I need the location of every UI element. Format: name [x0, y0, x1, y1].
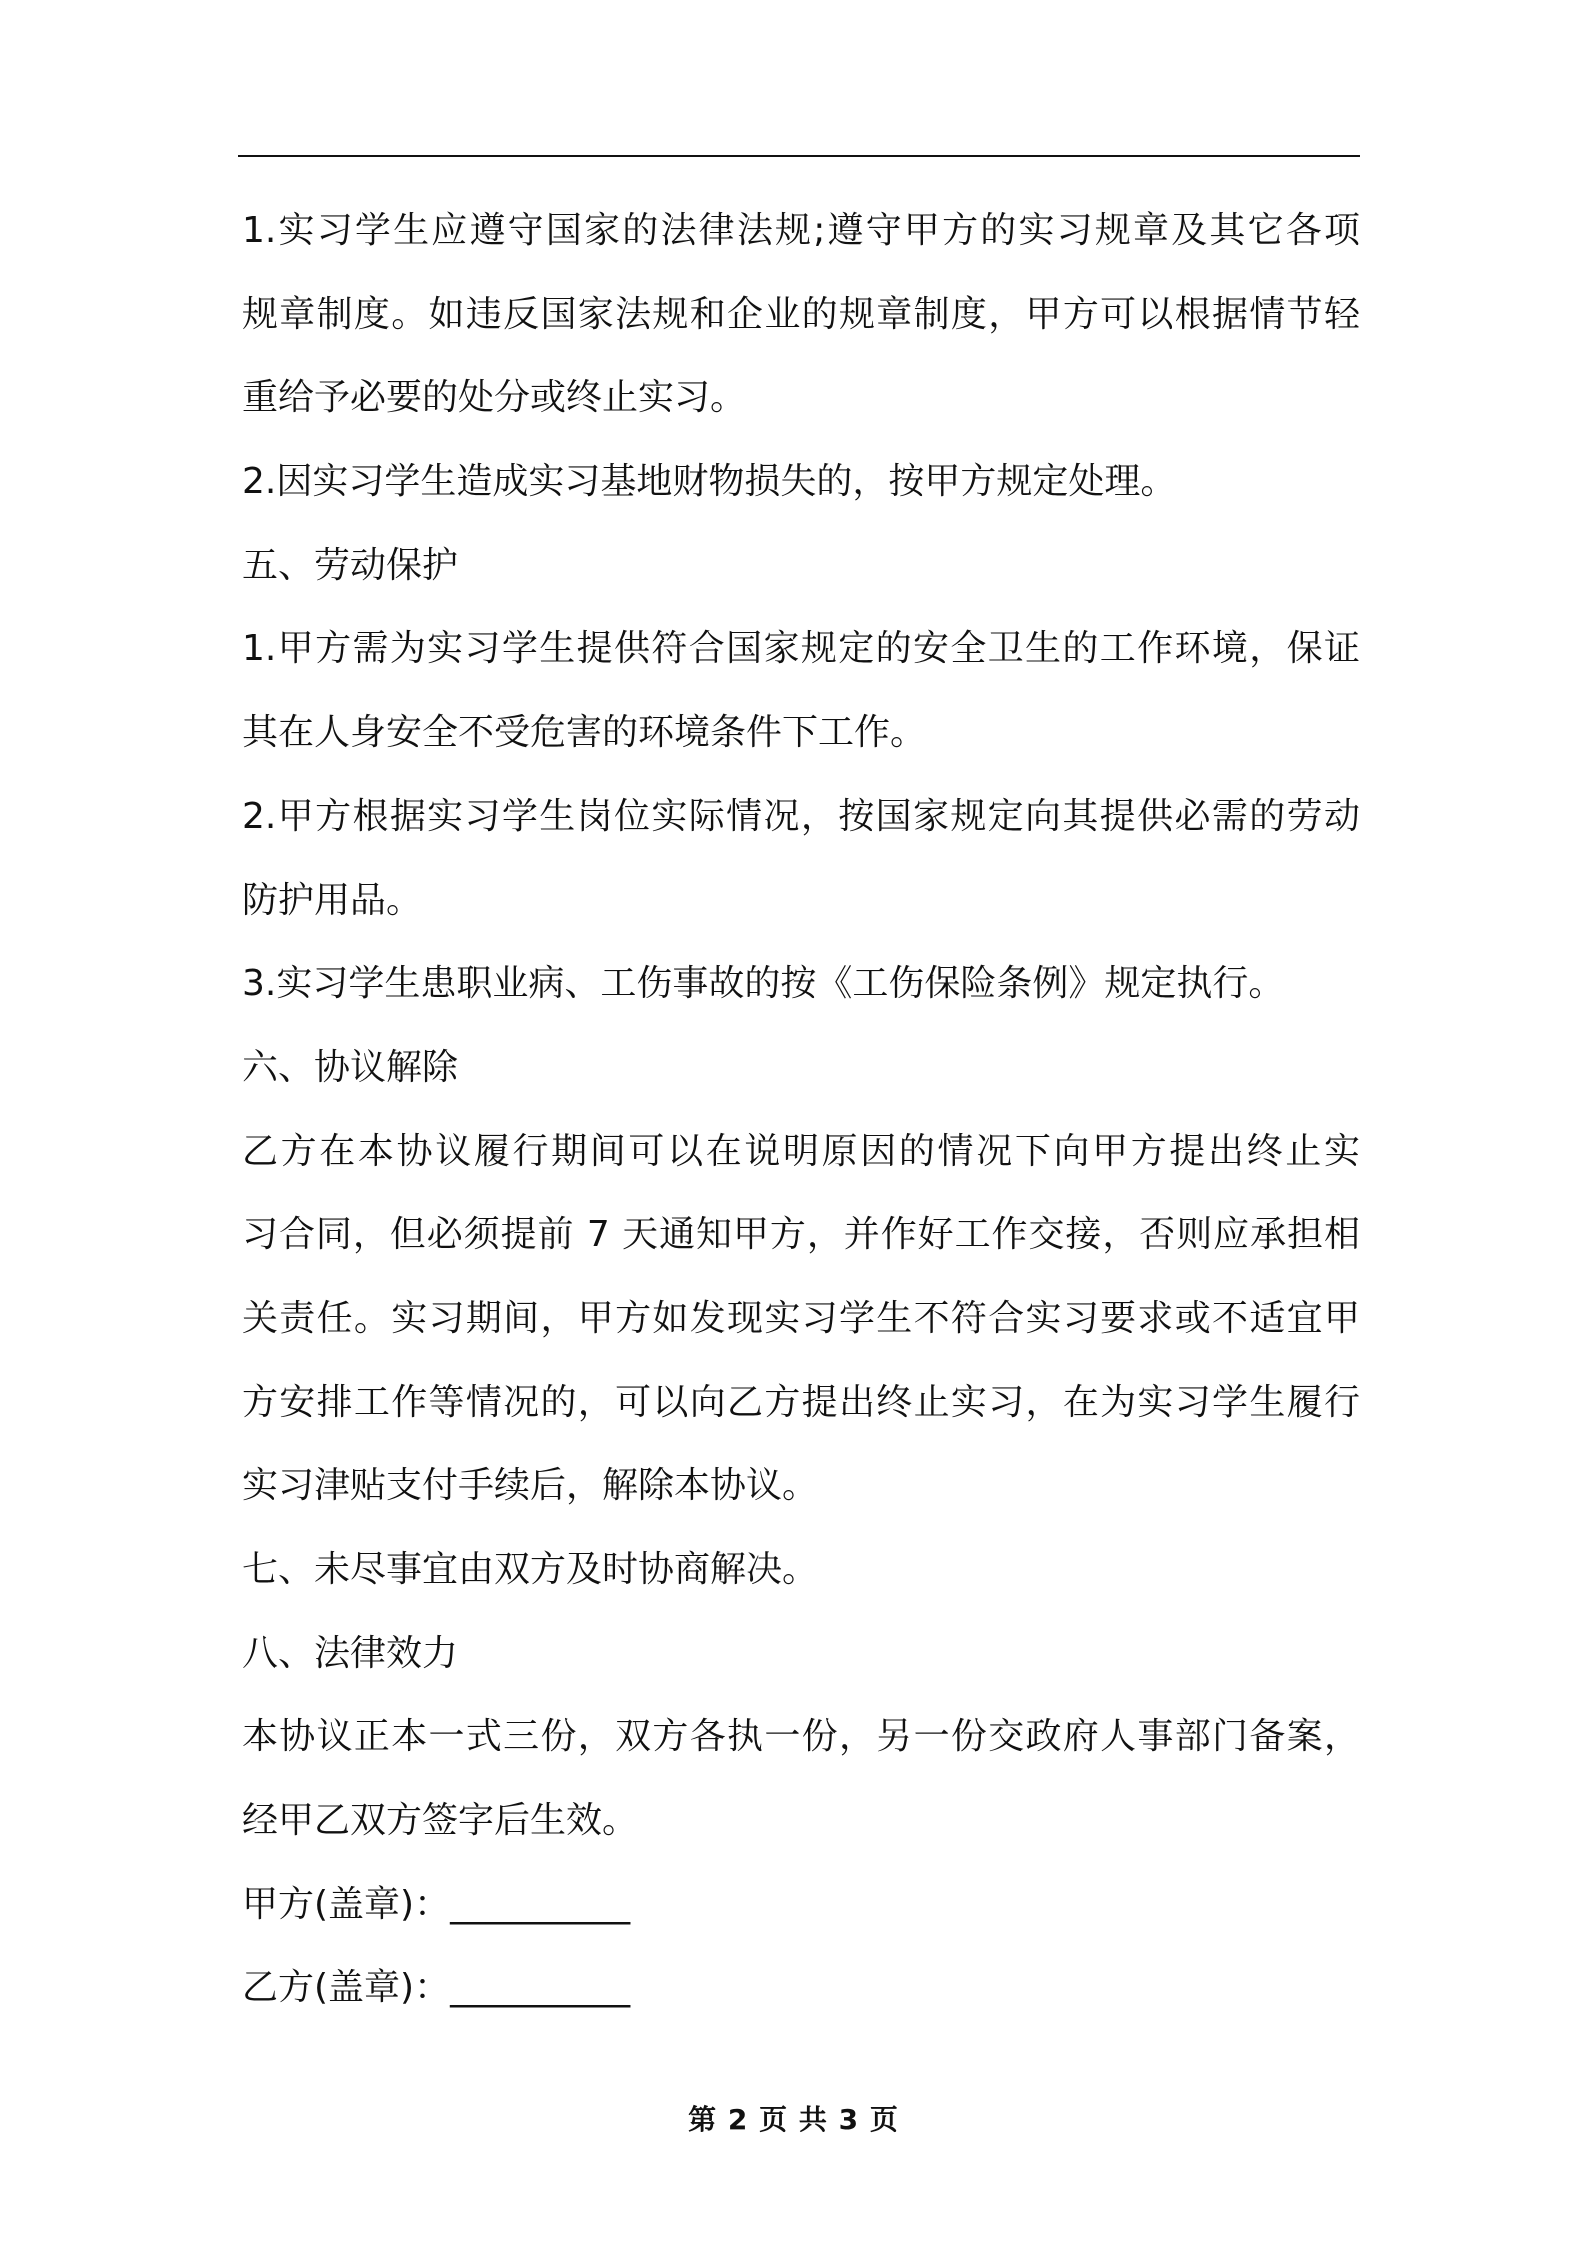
text-line: 本协议正本一式三份，双方各执一份，另一份交政府人事部门备案，: [242, 1716, 1360, 1758]
text-line: 1.甲方需为实习学生提供符合国家规定的安全卫生的工作环境，保证: [242, 628, 1360, 670]
signature-blank: __________: [450, 1967, 631, 2009]
section-heading-legal-effect: 八、法律效力: [242, 1632, 459, 1674]
clause-paragraph: [242, 1695, 1360, 1862]
clause-paragraph: [242, 942, 1360, 1026]
text-line: 重给予必要的处分或终止实习。: [242, 377, 747, 419]
section-heading-unresolved-matters: 七、未尽事宜由双方及时协商解决。: [242, 1549, 819, 1590]
text-line: 乙方在本协议履行期间可以在说明原因的情况下向甲方提出终止实: [242, 1130, 1360, 1172]
page-number-footer: 第 2 页 共 3 页: [688, 2103, 898, 2136]
signature-label: 甲方(盖章)：: [242, 1883, 451, 1925]
clause-paragraph: [242, 1110, 1360, 1528]
signature-blank: __________: [450, 1883, 631, 1925]
clause-paragraph: [242, 607, 1360, 774]
document-body: [242, 189, 1360, 2030]
text-line: 习合同，但必须提前 7 天通知甲方，并作好工作交接，否则应承担相: [242, 1214, 1360, 1256]
text-line: 防护用品。: [242, 879, 423, 921]
clause-paragraph: [242, 440, 1360, 524]
section-heading-labor-protection: 五、劳动保护: [242, 544, 459, 586]
text-line: 规章制度。如违反国家法规和企业的规章制度，甲方可以根据情节轻: [242, 293, 1360, 335]
text-line: 3.实习学生患职业病、工伤事故的按《工伤保险条例》规定执行。: [242, 963, 1285, 1005]
text-line: 2.因实习学生造成实习基地财物损失的，按甲方规定处理。: [242, 461, 1177, 503]
text-line: 1.实习学生应遵守国家的法律法规;遵守甲方的实习规章及其它各项: [242, 210, 1360, 251]
clause-paragraph: [242, 189, 1360, 440]
section-heading-termination: 六、协议解除: [242, 1046, 459, 1088]
signature-party-b: [242, 1946, 1360, 2030]
clause-paragraph: [242, 775, 1360, 942]
text-line: 其在人身安全不受危害的环境条件下工作。: [242, 712, 927, 754]
signature-label: 乙方(盖章)：: [242, 1967, 451, 2009]
signature-party-a: [242, 1863, 1360, 1947]
text-line: 关责任。实习期间，甲方如发现实习学生不符合实习要求或不适宜甲: [242, 1297, 1360, 1339]
text-line: 经甲乙双方签字后生效。: [242, 1800, 639, 1842]
header-rule: [238, 155, 1360, 157]
text-line: 2.甲方根据实习学生岗位实际情况，按国家规定向其提供必需的劳动: [242, 795, 1360, 837]
text-line: 方安排工作等情况的，可以向乙方提出终止实习，在为实习学生履行: [242, 1381, 1360, 1423]
text-line: 实习津贴支付手续后，解除本协议。: [242, 1465, 819, 1507]
